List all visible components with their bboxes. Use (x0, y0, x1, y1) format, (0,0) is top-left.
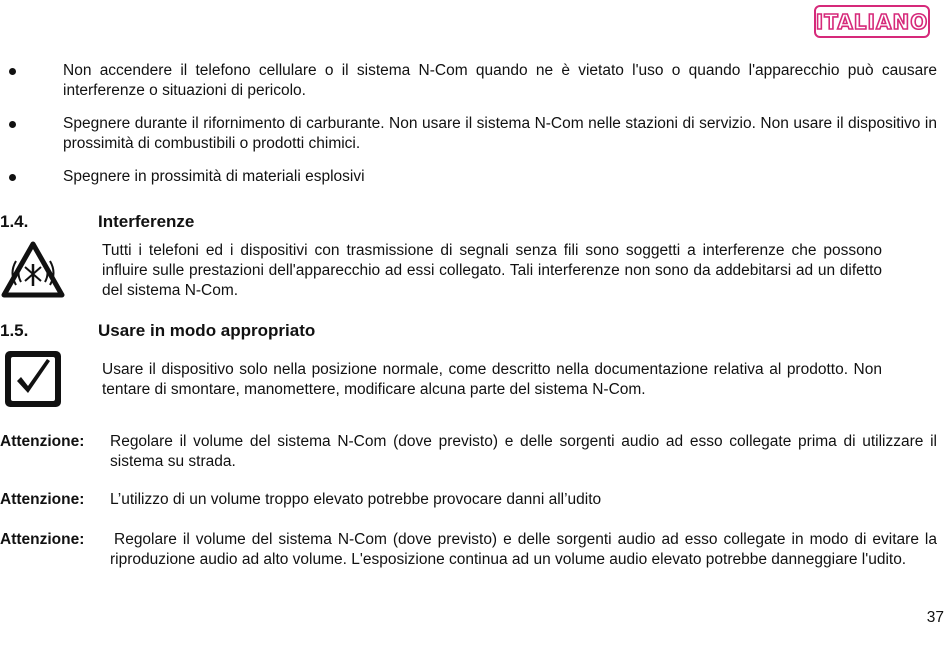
checkmark-icon (3, 349, 63, 409)
section-title: Interferenze (98, 212, 195, 231)
bullet-item: Non accendere il telefono cellulare o il sistema N-Com quando ne è vietato l'uso o quando l'apparecchio può causare interferenze o situazioni di pericolo. (63, 62, 937, 99)
section-number: 1.5. (0, 321, 29, 340)
language-badge-label: ITALIANO (815, 9, 929, 34)
warning-label: Attenzione: (0, 433, 85, 450)
interference-icon (1, 240, 65, 300)
bullet-dot (9, 174, 16, 181)
warning-label: Attenzione: (0, 531, 85, 548)
section-number: 1.4. (0, 212, 29, 231)
warning-text: L’utilizzo di un volume troppo elevato potrebbe provocare danni all’udito (110, 491, 602, 508)
section-text: Tutti i telefoni ed i dispositivi con trasmissione di segnali senza fili sono soggetti a interferenze che possono influire sulle prestazioni dell'apparecchio ad essi collegato. Tali interferenze non sono da addebitarsi ad un difetto del sistema N-Com. (102, 242, 882, 299)
section-text: Usare il dispositivo solo nella posizione normale, come descritto nella documentazione relativa al prodotto. Non tentare di smontare, manomettere, modificare alcuna parte del sistema N-Com. (102, 361, 882, 398)
warning-text: Regolare il volume del sistema N-Com (dove previsto) e delle sorgenti audio ad esso collegate prima di utilizzare il sistema su strada. (110, 433, 937, 470)
warning-label: Attenzione: (0, 491, 85, 508)
bullet-dot (9, 68, 16, 75)
warning-text: Regolare il volume del sistema N-Com (dove previsto) e delle sorgenti audio ad esso collegate in modo di evitare la riproduzione audio ad alto volume. L'esposizione continua ad un volume audio elevato potrebbe danneggiare l'udito. (110, 531, 937, 568)
language-badge (814, 5, 930, 38)
bullet-dot (9, 121, 16, 128)
page-number: 37 (926, 609, 944, 626)
section-title: Usare in modo appropriato (98, 321, 316, 340)
bullet-item: Spegnere in prossimità di materiali esplosivi (63, 168, 365, 185)
bullet-item: Spegnere durante il rifornimento di carburante. Non usare il sistema N-Com nelle stazioni di servizio. Non usare il dispositivo in prossimità di combustibili o prodotti chimici. (63, 115, 937, 152)
